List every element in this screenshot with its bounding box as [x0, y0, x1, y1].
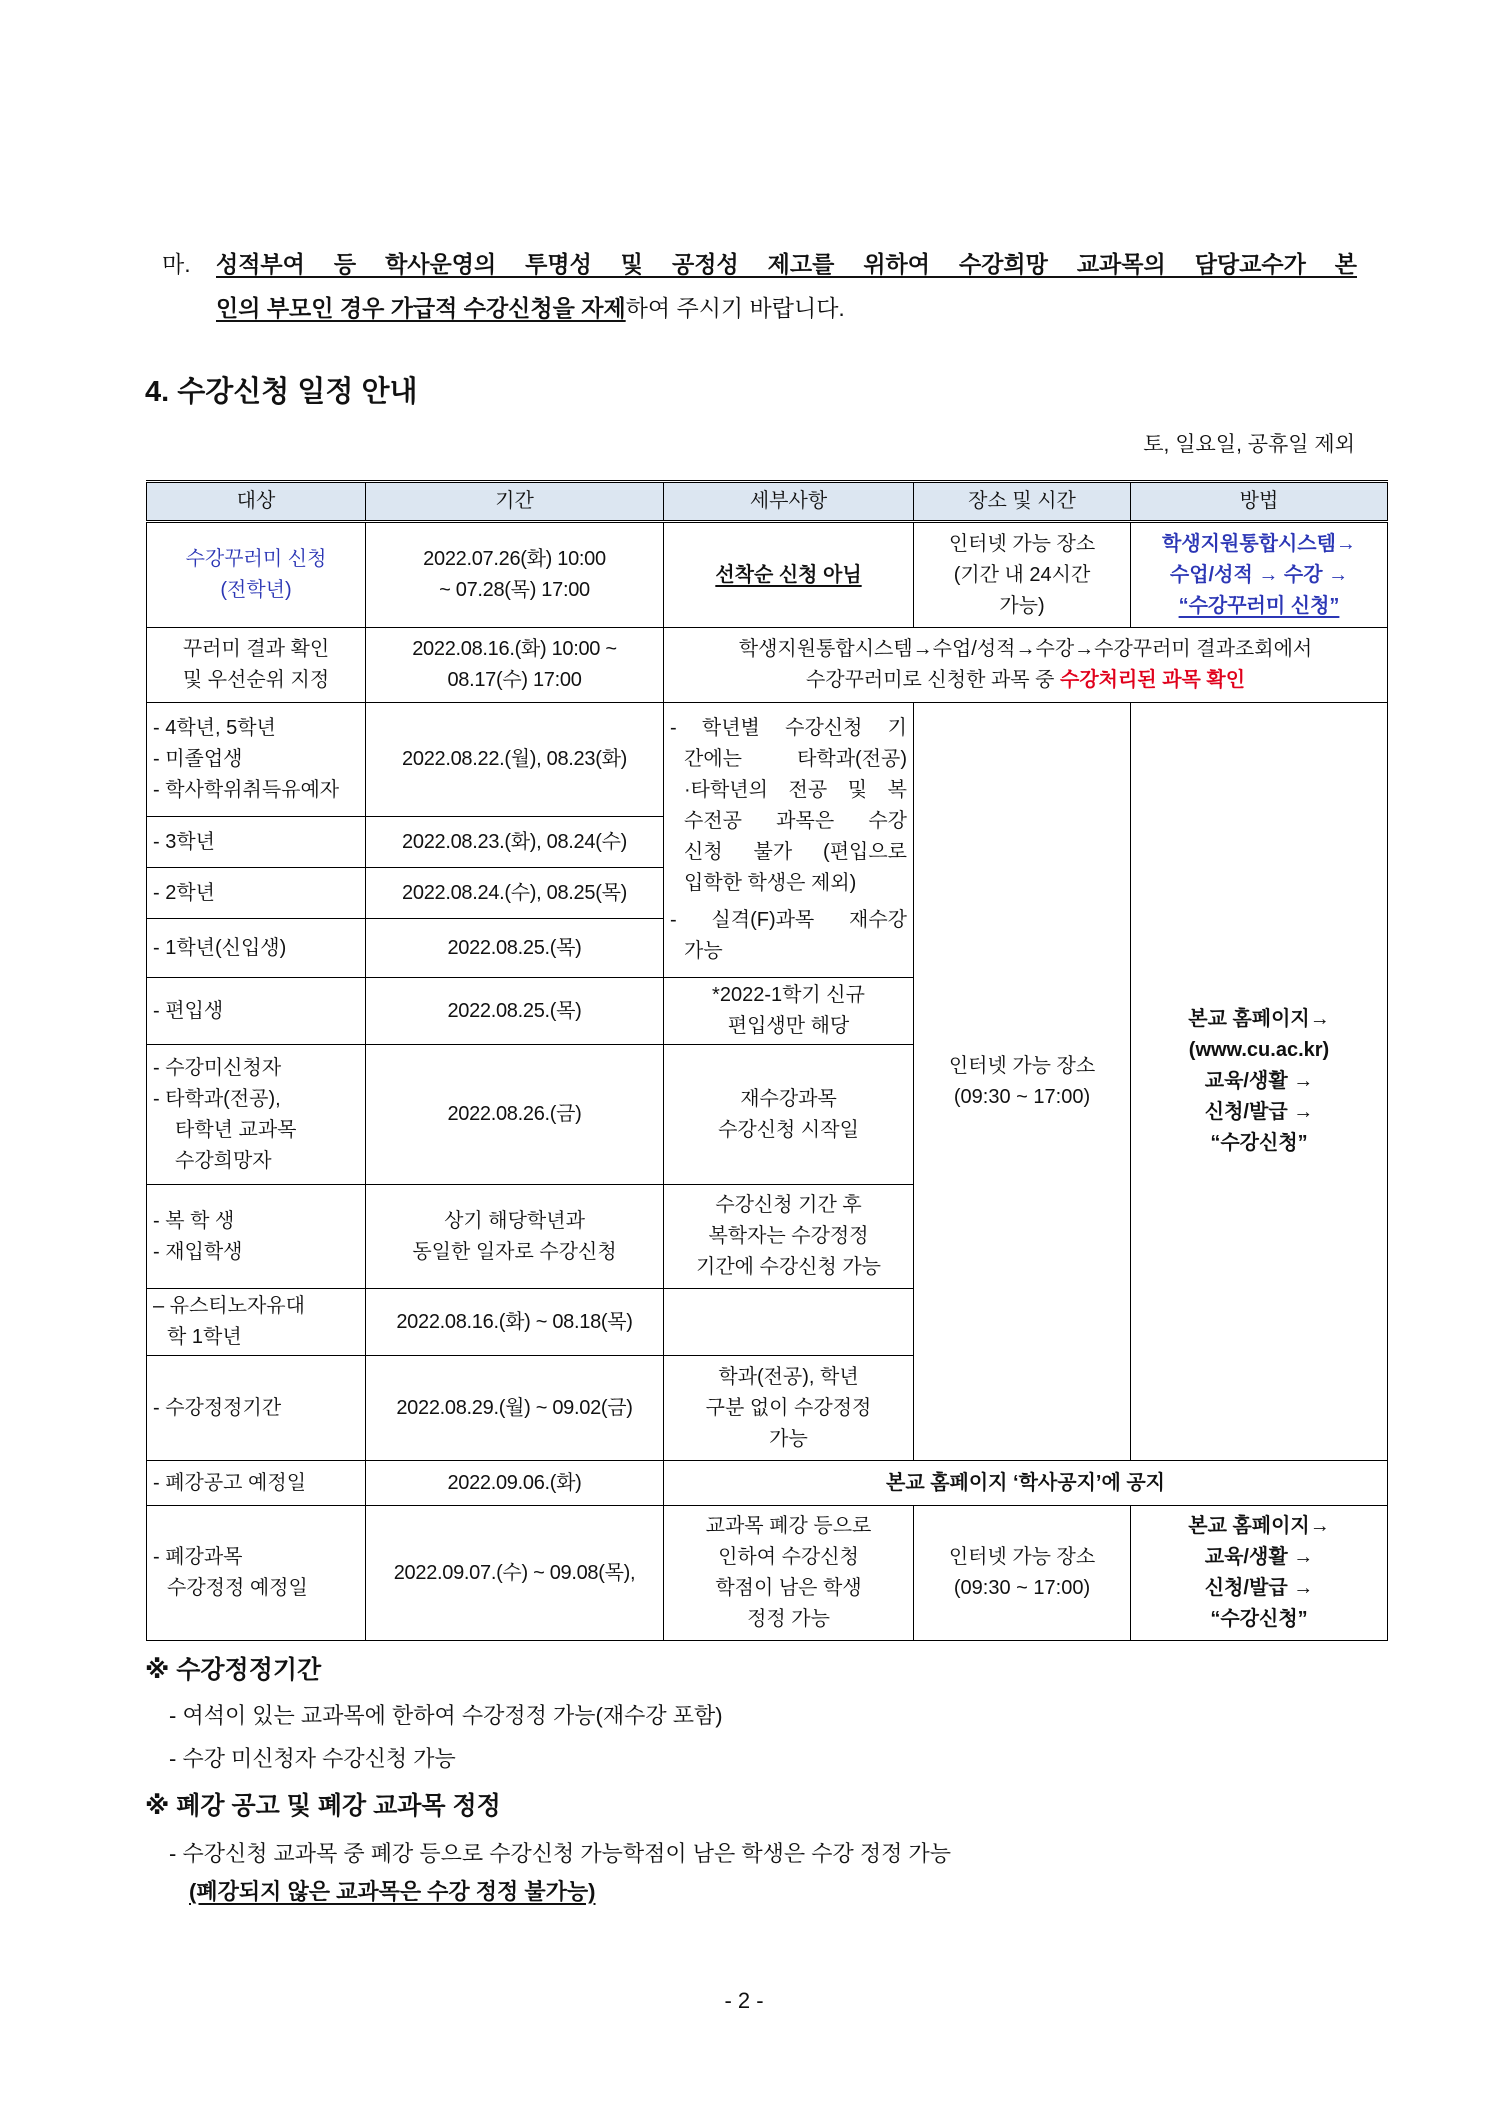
method-line: 본교 홈페이지→ — [1188, 1008, 1330, 1030]
method-line: 교육/생활 → — [1204, 1546, 1314, 1568]
detail-line: 인하여 수강신청 — [718, 1546, 859, 1568]
period-line: 2022.07.26(화) 10:00 — [423, 548, 606, 570]
method-line: 교육/생활 → — [1204, 1070, 1314, 1092]
place-line: 가능) — [999, 594, 1045, 617]
period-line: ~ 07.28(목) 17:00 — [439, 579, 590, 601]
target-line: - 타학과(전공), — [153, 1087, 281, 1110]
notice-emphasis-1: 성적부여 등 학사운영의 투명성 및 공정성 제고를 위하여 수강희망 교과목의 담당교수가 본 — [216, 251, 1357, 277]
target-line: (전학년) — [220, 579, 292, 601]
period-line: 2022.08.16.(화) ~ 08.18(목) — [396, 1310, 633, 1333]
notice-emphasis-2: 인의 부모인 경우 가급적 수강신청을 자제 — [216, 295, 626, 321]
table-row — [147, 703, 1388, 817]
target-line: - 2학년 — [153, 881, 215, 904]
detail-line: 간에는 타학과(전공) — [684, 748, 907, 770]
notice-line-2 — [216, 286, 1357, 330]
notice-line-1 — [216, 242, 1357, 286]
header-method: 방법 — [1131, 482, 1388, 522]
target-cell — [147, 1461, 366, 1506]
table-row — [147, 522, 1388, 628]
detail-line: - 실격(F)과목 재수강 — [670, 909, 907, 931]
detail-line: 수전공 과목은 수강 — [684, 810, 907, 832]
period-cell — [366, 1356, 664, 1461]
notice-text — [216, 242, 1357, 330]
target-line: - 학사학위취득유예자 — [153, 779, 340, 801]
period-line: 상기 해당학년과 — [444, 1209, 585, 1232]
target-cell — [147, 1506, 366, 1641]
detail-line: 수강신청 기간 후 — [715, 1194, 862, 1216]
header-detail: 세부사항 — [664, 482, 914, 522]
place-line: (09:30 ~ 17:00) — [953, 1577, 1091, 1599]
target-line: - 폐강공고 예정일 — [153, 1471, 307, 1494]
target-cell — [147, 868, 366, 919]
period-cell — [366, 1045, 664, 1185]
detail-line: 학생지원통합시스템→수업/성적→수강→수강꾸러미 결과조회에서 — [738, 638, 1313, 660]
target-cell — [147, 1356, 366, 1461]
period-line: 2022.08.26.(금) — [447, 1103, 582, 1125]
table-row — [147, 628, 1388, 703]
period-cell — [366, 628, 664, 703]
detail-line: 선착순 신청 아님 — [715, 563, 862, 586]
detail-line: *2022-1학기 신규 — [712, 984, 865, 1006]
period-line: 2022.09.06.(화) — [447, 1471, 582, 1494]
period-cell — [366, 978, 664, 1045]
place-line: (기간 내 24시간 — [953, 563, 1091, 586]
period-line: 2022.08.29.(월) ~ 09.02(금) — [396, 1396, 633, 1419]
detail-line: 본교 홈페이지 ‘학사공지’에 공지 — [886, 1471, 1165, 1494]
detail-line: ·타학년의 전공 및 복 — [684, 779, 907, 801]
period-cell — [366, 522, 664, 628]
detail-cell — [664, 1506, 914, 1641]
period-cell — [366, 703, 664, 817]
target-line: – 유스티노자유대 — [153, 1295, 305, 1317]
method-line: “수강꾸러미 신청” — [1178, 594, 1340, 617]
place-line: 인터넷 가능 장소 — [948, 532, 1096, 555]
closure-item: - 수강신청 교과목 중 폐강 등으로 수강신청 가능학점이 남은 학생은 수강 정정 가능 — [169, 1841, 951, 1866]
target-line: - 재입학생 — [153, 1240, 243, 1263]
detail-line: 구분 없이 수강정정 — [705, 1396, 872, 1419]
target-cell — [147, 978, 366, 1045]
shared-method-cell — [1131, 703, 1388, 1461]
period-cell — [366, 817, 664, 868]
detail-line: 교과목 폐강 등으로 — [705, 1515, 872, 1537]
detail-line: 편입생만 해당 — [727, 1015, 850, 1037]
target-line: - 1학년(신입생) — [153, 936, 287, 959]
method-line: 신청/발급 → — [1204, 1101, 1314, 1123]
method-line: 학생지원통합시스템→ — [1162, 532, 1356, 555]
detail-text: 수강꾸러미로 신청한 과목 중 — [805, 669, 1061, 691]
correction-title: ※ 수강정정기간 — [145, 1656, 322, 1684]
period-line: 2022.09.07.(수) ~ 09.08(목), — [393, 1561, 636, 1584]
detail-line: 기간에 수강신청 가능 — [696, 1256, 881, 1278]
period-cell — [366, 919, 664, 978]
method-line: “수강신청” — [1210, 1608, 1308, 1630]
correction-item: - 여석이 있는 교과목에 한하여 수강정정 가능(재수강 포함) — [169, 1703, 723, 1728]
target-cell — [147, 703, 366, 817]
detail-line: 입학한 학생은 제외) — [684, 872, 857, 894]
target-line: 및 우선순위 지정 — [182, 669, 330, 691]
method-line: 수업/성적 → 수강 → — [1169, 563, 1349, 586]
period-line: 2022.08.24.(수), 08.25(목) — [402, 881, 627, 904]
target-line: 수강꾸러미 신청 — [185, 548, 327, 570]
detail-line: 정정 가능 — [747, 1608, 830, 1630]
place-line: 인터넷 가능 장소 — [948, 1546, 1096, 1568]
target-cell — [147, 1045, 366, 1185]
target-line: 타학년 교과목 — [175, 1118, 297, 1141]
period-cell — [366, 1506, 664, 1641]
target-line: 수강정정 예정일 — [167, 1577, 308, 1599]
period-cell — [366, 1185, 664, 1289]
schedule-table — [146, 480, 1388, 1641]
detail-line: - 학년별 수강신청 기 — [670, 717, 907, 739]
target-cell — [147, 1289, 366, 1356]
period-line: 2022.08.16.(화) 10:00 ~ — [412, 638, 617, 660]
target-line: - 수강미신청자 — [153, 1056, 282, 1079]
section-title: 4. 수강신청 일정 안내 — [145, 376, 418, 408]
excluded-days-note: 토, 일요일, 공휴일 제외 — [1143, 433, 1355, 456]
detail-line — [670, 665, 1381, 696]
target-cell — [147, 817, 366, 868]
header-row — [147, 482, 1388, 522]
notice-rest: 하여 주시기 바랍니다. — [625, 295, 845, 321]
method-cell — [1131, 522, 1388, 628]
detail-line: 신청 불가 (편입으로 — [684, 841, 907, 863]
detail-line: 가능 — [684, 940, 723, 962]
target-cell — [147, 522, 366, 628]
detail-cell — [664, 1185, 914, 1289]
target-line: - 4학년, 5학년 — [153, 717, 276, 739]
header-target: 대상 — [147, 482, 366, 522]
method-line: (www.cu.ac.kr) — [1188, 1039, 1330, 1061]
period-line: 2022.08.25.(목) — [447, 936, 582, 959]
table-row — [147, 1506, 1388, 1641]
target-line: 수강희망자 — [175, 1149, 272, 1172]
target-line: - 3학년 — [153, 830, 215, 853]
period-cell — [366, 1461, 664, 1506]
correction-item: - 수강 미신청자 수강신청 가능 — [169, 1746, 456, 1771]
detail-highlight: 수강처리된 과목 확인 — [1060, 669, 1246, 691]
period-line: 2022.08.23.(화), 08.24(수) — [402, 830, 627, 853]
target-cell — [147, 919, 366, 978]
detail-cell-empty — [664, 1289, 914, 1356]
header-place: 장소 및 시간 — [914, 482, 1131, 522]
detail-cell — [664, 978, 914, 1045]
period-cell — [366, 868, 664, 919]
detail-line: 학과(전공), 학년 — [718, 1365, 859, 1388]
method-line: “수강신청” — [1210, 1132, 1308, 1154]
page-number: - 2 - — [724, 1988, 764, 2013]
target-line: - 수강정정기간 — [153, 1396, 282, 1419]
closure-note: (폐강되지 않은 교과목은 수강 정정 불가능) — [189, 1879, 596, 1904]
period-line: 2022.08.25.(목) — [447, 999, 582, 1022]
detail-line: 복학자는 수강정정 — [708, 1225, 869, 1247]
place-line: (09:30 ~ 17:00) — [953, 1085, 1091, 1108]
place-line: 인터넷 가능 장소 — [948, 1054, 1096, 1077]
detail-line: 학점이 남은 학생 — [715, 1577, 862, 1599]
closure-title: ※ 폐강 공고 및 폐강 교과목 정정 — [145, 1792, 501, 1820]
place-cell — [914, 522, 1131, 628]
place-cell — [914, 1506, 1131, 1641]
period-line: 동일한 일자로 수강신청 — [412, 1240, 617, 1263]
shared-place-cell — [914, 703, 1131, 1461]
detail-line: 가능 — [769, 1427, 808, 1450]
target-cell — [147, 628, 366, 703]
grade-detail-cell — [664, 703, 914, 978]
detail-cell — [664, 522, 914, 628]
target-cell — [147, 1185, 366, 1289]
period-line: 08.17(수) 17:00 — [447, 669, 582, 691]
notice-marker: 마. — [162, 251, 191, 277]
target-line: - 미졸업생 — [153, 748, 243, 770]
result-check-detail-cell — [664, 628, 1388, 703]
period-line: 2022.08.22.(월), 08.23(화) — [402, 748, 627, 770]
detail-cell — [664, 1045, 914, 1185]
target-line: 학 1학년 — [167, 1326, 242, 1348]
detail-cell — [664, 1356, 914, 1461]
period-cell — [366, 1289, 664, 1356]
method-line: 본교 홈페이지→ — [1188, 1515, 1330, 1537]
method-line: 신청/발급 → — [1204, 1577, 1314, 1599]
target-line: 꾸러미 결과 확인 — [182, 638, 330, 660]
target-line: - 복 학 생 — [153, 1209, 235, 1232]
method-cell — [1131, 1506, 1388, 1641]
header-period: 기간 — [366, 482, 664, 522]
detail-line: 수강신청 시작일 — [718, 1118, 859, 1141]
target-line: - 편입생 — [153, 999, 224, 1022]
target-line: - 폐강과목 — [153, 1546, 243, 1568]
table-row — [147, 1461, 1388, 1506]
closure-notice-cell — [664, 1461, 1388, 1506]
detail-line: 재수강과목 — [740, 1087, 837, 1110]
